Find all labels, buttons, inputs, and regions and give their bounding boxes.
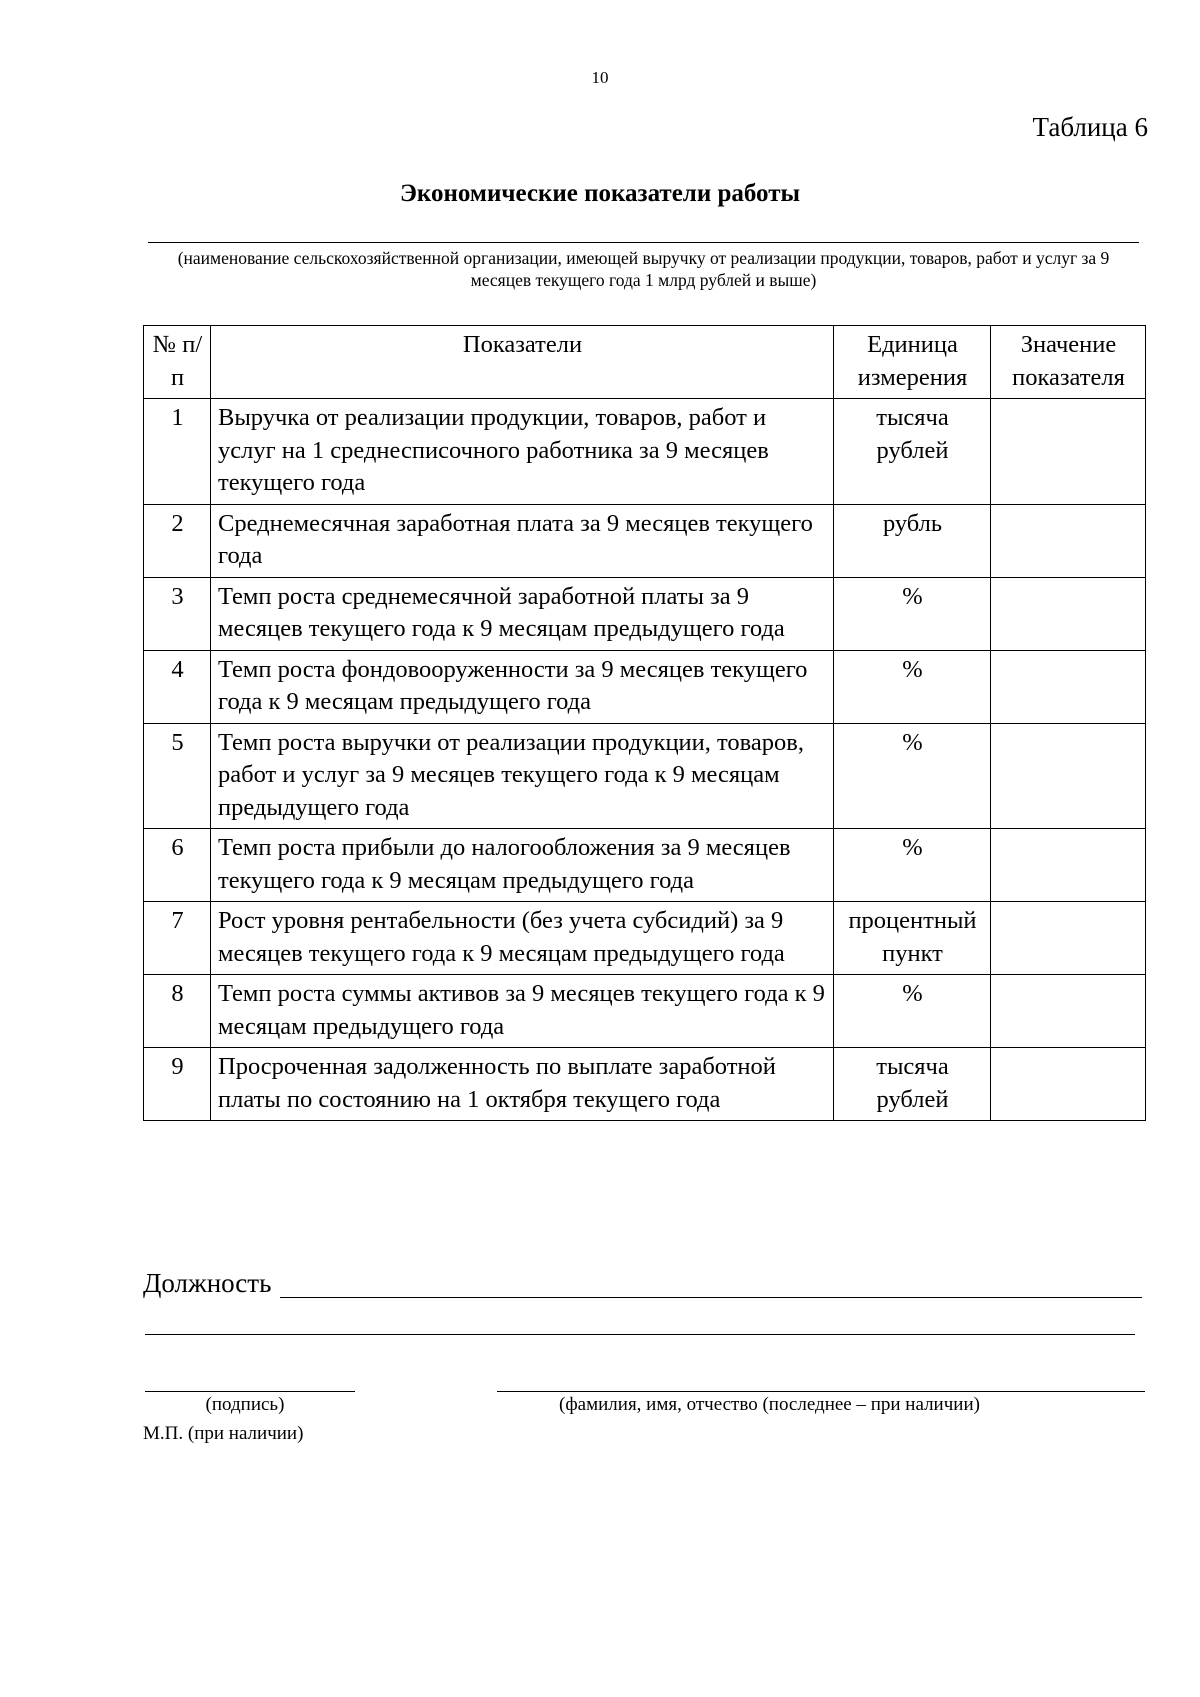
row-value-cell (991, 577, 1146, 650)
position-field-line (280, 1297, 1142, 1298)
row-unit-cell: % (834, 829, 991, 902)
signature-hint: (подпись) (205, 1394, 285, 1415)
row-unit-cell: % (834, 975, 991, 1048)
table-caption: Таблица 6 (1032, 112, 1148, 142)
signature-field-line (145, 1391, 355, 1392)
table-row (144, 577, 1146, 650)
row-name-cell: Рост уровня рентабельности (без учета субсидий) за 9 месяцев текущего года к 9 месяцам предыдущего года (211, 902, 834, 975)
full-name-field-line (497, 1391, 1145, 1392)
document-title: Экономические показатели работы (399, 180, 801, 207)
header-num: № п/п (144, 326, 211, 399)
row-num-cell: 2 (144, 504, 211, 577)
row-name-cell: Темп роста суммы активов за 9 месяцев текущего года к 9 месяцам предыдущего года (211, 975, 834, 1048)
organization-name-line (148, 242, 1139, 243)
row-name-cell: Просроченная задолженность по выплате заработной платы по состоянию на 1 октября текущего года (211, 1048, 834, 1121)
row-unit-cell: рубль (834, 504, 991, 577)
row-num-cell: 3 (144, 577, 211, 650)
row-unit-cell: % (834, 650, 991, 723)
table-row (144, 650, 1146, 723)
row-value-cell (991, 829, 1146, 902)
stamp-label: М.П. (при наличии) (143, 1423, 304, 1444)
header-name: Показатели (211, 326, 834, 399)
row-name-cell: Темп роста среднемесячной заработной платы за 9 месяцев текущего года к 9 месяцам предыдущего года (211, 577, 834, 650)
row-value-cell (991, 650, 1146, 723)
position-label: Должность (143, 1268, 272, 1298)
table-header-row (144, 326, 1146, 399)
row-name-cell: Темп роста прибыли до налогообложения за 9 месяцев текущего года к 9 месяцам предыдущего года (211, 829, 834, 902)
row-num-cell: 8 (144, 975, 211, 1048)
row-name-cell: Темп роста выручки от реализации продукции, товаров, работ и услуг за 9 месяцев текущего года к 9 месяцам предыдущего года (211, 723, 834, 829)
header-unit: Единица измерения (834, 326, 991, 399)
row-unit-cell: % (834, 577, 991, 650)
table-row (144, 829, 1146, 902)
row-num-cell: 4 (144, 650, 211, 723)
table-row (144, 975, 1146, 1048)
full-name-hint: (фамилия, имя, отчество (последнее – при наличии) (559, 1394, 980, 1415)
row-value-cell (991, 399, 1146, 505)
row-num-cell: 6 (144, 829, 211, 902)
row-unit-cell: тысяча рублей (834, 399, 991, 505)
row-name-cell: Темп роста фондовооруженности за 9 месяцев текущего года к 9 месяцам предыдущего года (211, 650, 834, 723)
row-value-cell (991, 1048, 1146, 1121)
row-value-cell (991, 504, 1146, 577)
table-row (144, 504, 1146, 577)
row-num-cell: 9 (144, 1048, 211, 1121)
row-value-cell (991, 902, 1146, 975)
indicators-table (143, 325, 1146, 1121)
row-unit-cell: % (834, 723, 991, 829)
table-row (144, 723, 1146, 829)
row-name-cell: Выручка от реализации продукции, товаров, работ и услуг на 1 среднесписочного работника за 9 месяцев текущего года (211, 399, 834, 505)
page-number: 10 (591, 68, 609, 87)
organization-name-hint: (наименование сельскохозяйственной организации, имеющей выручку от реализации продукции, товаров, работ и услуг за 9 месяцев текущего года 1 млрд рублей и выше) (177, 248, 1110, 290)
header-value: Значение показателя (991, 326, 1146, 399)
row-value-cell (991, 975, 1146, 1048)
row-unit-cell: тысяча рублей (834, 1048, 991, 1121)
row-value-cell (991, 723, 1146, 829)
row-name-cell: Среднемесячная заработная плата за 9 месяцев текущего года (211, 504, 834, 577)
table-row (144, 399, 1146, 505)
row-num-cell: 5 (144, 723, 211, 829)
row-unit-cell: процентный пункт (834, 902, 991, 975)
row-num-cell: 7 (144, 902, 211, 975)
table-body (144, 399, 1146, 1121)
table-row (144, 1048, 1146, 1121)
table-row (144, 902, 1146, 975)
row-num-cell: 1 (144, 399, 211, 505)
position-continuation-line (145, 1334, 1135, 1335)
